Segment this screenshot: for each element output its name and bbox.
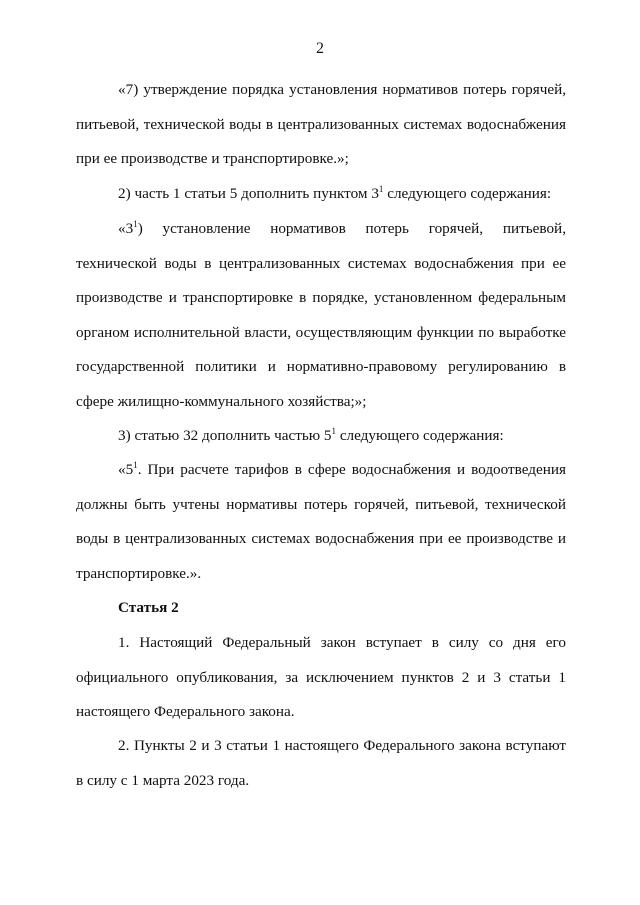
- page-number: 2: [316, 40, 324, 57]
- paragraph-amendment-article-32: 3) статью 32 дополнить частью $5^1$ следующего содержания:: [118, 426, 504, 444]
- superscript: 1: [133, 219, 138, 229]
- paragraph-item-3-1: «$3^1$) установление нормативов потерь горячей, питьевой, технической воды в централизованных системах водоснабжения при ее производстве и транспортировке в порядке, установленном федеральным органом исполнительной власти, осуществляющим функции по выработке государственной политики и нормативно-правовому регулированию в сфере жилищно-коммунального хозяйства;»;: [76, 219, 566, 410]
- article-heading: Статья 2: [118, 599, 179, 616]
- paragraph-effective-date: 2. Пункты 2 и 3 статьи 1 настоящего Федерального закона вступают в силу с 1 марта 2023 года.: [76, 737, 566, 789]
- superscript: 1: [133, 460, 138, 470]
- superscript: 1: [331, 426, 337, 436]
- paragraph-amendment-article-5: 2) часть 1 статьи 5 дополнить пунктом $3^1$ следующего содержания:: [118, 184, 552, 202]
- paragraph-item-7: «7) утверждение порядка установления нормативов потерь горячей, питьевой, технической воды в централизованных системах водоснабжения при ее производстве и транспортировке.»;: [76, 81, 566, 167]
- superscript: 1: [378, 184, 384, 194]
- paragraph-part-5-1: «$5^1$. При расчете тарифов в сфере водоснабжения и водоотведения должны быть учтены нормативы потерь горячей, питьевой, технической воды в централизованных системах водоснабжения при ее производстве и транспортировке.».: [76, 460, 566, 582]
- paragraph-entry-into-force: 1. Настоящий Федеральный закон вступает в силу со дня его официального опубликования, за исключением пунктов 2 и 3 статьи 1 настоящего Федерального закона.: [76, 634, 566, 720]
